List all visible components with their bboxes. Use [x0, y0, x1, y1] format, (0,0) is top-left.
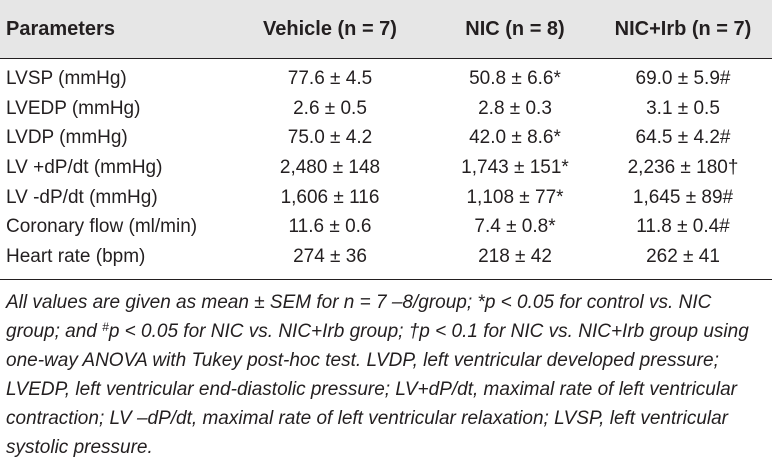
- cell-nic-irb: 262 ± 41: [646, 246, 720, 268]
- row-label: LVEDP (mmHg): [6, 97, 141, 119]
- cell-nic: 7.4 ± 0.8*: [474, 216, 556, 238]
- row-label: LV -dP/dt (mmHg): [6, 186, 158, 208]
- table-row: [0, 183, 772, 213]
- cell-vehicle: 2,480 ± 148: [279, 157, 381, 179]
- row-label: LV +dP/dt (mmHg): [6, 157, 163, 179]
- table-row: [0, 123, 772, 153]
- cell-nic-irb: 64.5 ± 4.2#: [635, 127, 731, 149]
- table-footnote: [6, 288, 766, 462]
- header-vehicle: Vehicle (n = 7): [263, 17, 397, 40]
- cell-vehicle: 11.6 ± 0.6: [288, 216, 372, 238]
- row-label: LVSP (mmHg): [6, 68, 127, 89]
- header-nic: NIC (n = 8): [465, 17, 565, 40]
- cell-vehicle: 2.6 ± 0.5: [293, 97, 367, 119]
- table-row: [0, 64, 772, 94]
- header-rule: [0, 58, 772, 59]
- table-header-row: [0, 0, 772, 58]
- cell-nic: 42.0 ± 8.6*: [469, 127, 561, 149]
- cell-nic-irb: 1,645 ± 89#: [632, 186, 734, 208]
- table-row: [0, 94, 772, 124]
- table-body: [0, 64, 772, 272]
- cell-nic-irb: 69.0 ± 5.9#: [635, 68, 731, 89]
- row-label: Coronary flow (ml/min): [6, 216, 198, 238]
- cell-nic: 2.8 ± 0.3: [478, 97, 552, 119]
- cell-nic-irb: 11.8 ± 0.4#: [636, 216, 730, 238]
- footnote-rule: [0, 279, 772, 280]
- table-row: [0, 153, 772, 183]
- footnote-text-part2: p < 0.05 for NIC vs. NIC+Irb group; †p < 0.1 for NIC vs. NIC+Irb group using one-way ANOVA with Tukey post-hoc test. LVDP, left ventricular developed pressure; LVEDP, left ventricular end-diastolic pressure; LV+dP/dt, maximal rate of left ventricular contraction; LV –dP/dt, maximal rate of left ventricular relaxation; LVSP, left ventricular systolic pressure.: [6, 321, 749, 458]
- cell-vehicle: 1,606 ± 116: [280, 186, 380, 208]
- cell-vehicle: 75.0 ± 4.2: [287, 127, 373, 149]
- cell-vehicle: 77.6 ± 4.5: [287, 68, 373, 89]
- table-row: [0, 212, 772, 242]
- row-label: Heart rate (bpm): [6, 246, 146, 268]
- footnote-text-part1: All values are given as mean ± SEM for n = 7 –8/group; *p < 0.05 for control vs. NIC group; and: [6, 292, 712, 342]
- header-parameters: Parameters: [6, 17, 115, 40]
- header-nic-irb: NIC+Irb (n = 7): [614, 17, 752, 40]
- footnote-hash-superscript: #: [102, 320, 109, 334]
- cell-vehicle: 274 ± 36: [293, 246, 367, 268]
- table-row: [0, 242, 772, 272]
- cell-nic-irb: 2,236 ± 180†: [627, 157, 739, 179]
- row-label: LVDP (mmHg): [6, 127, 128, 149]
- cell-nic: 218 ± 42: [478, 246, 552, 268]
- cell-nic: 50.8 ± 6.6*: [469, 68, 561, 89]
- cell-nic: 1,743 ± 151*: [461, 157, 569, 179]
- cell-nic-irb: 3.1 ± 0.5: [646, 97, 720, 119]
- cell-nic: 1,108 ± 77*: [466, 186, 564, 208]
